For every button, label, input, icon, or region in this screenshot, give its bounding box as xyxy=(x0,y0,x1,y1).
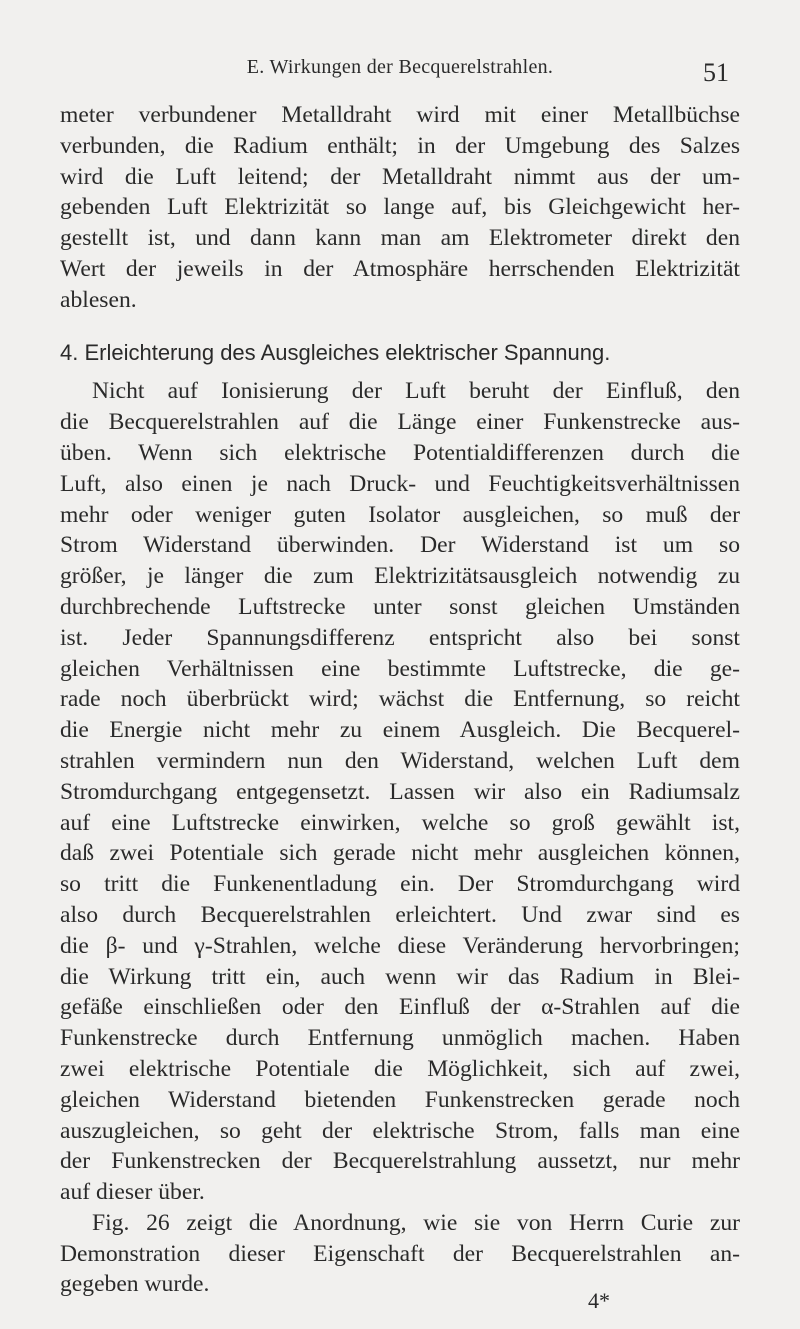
text-line: gebenden Luft Elektrizität so lange auf, bis Gleichgewicht her- xyxy=(60,194,740,221)
text-line: Stromdurchgang entgegensetzt. Lassen wir also ein Radiumsalz xyxy=(60,778,740,805)
text-line: gleichen Verhältnissen eine bestimmte Luftstrecke, die ge- xyxy=(60,655,740,682)
text-line: strahlen vermindern nun den Widerstand, welchen Luft dem xyxy=(60,747,740,774)
text-line: Strom Widerstand überwinden. Der Widerstand ist um so xyxy=(60,532,740,559)
text-line: die Energie nicht mehr zu einem Ausgleich. Die Becquerel- xyxy=(60,717,740,744)
text-line: auf eine Luftstrecke einwirken, welche so groß gewählt ist, xyxy=(60,809,740,836)
text-line: ablesen. xyxy=(60,286,137,313)
text-line: die Becquerelstrahlen auf die Länge einer Funkenstrecke aus- xyxy=(60,409,740,436)
text-line: also durch Becquerelstrahlen erleichtert. Und zwar sind es xyxy=(60,901,740,928)
text-line: Luft, also einen je nach Druck- und Feuchtigkeitsverhältnissen xyxy=(60,470,740,497)
text-line: gegeben wurde. xyxy=(60,1271,210,1298)
text-line: der Funkenstrecken der Becquerelstrahlung aussetzt, nur mehr xyxy=(60,1148,740,1175)
text-line: mehr oder weniger guten Isolator ausgleichen, so muß der xyxy=(60,501,740,528)
page-number: 51 xyxy=(703,58,729,87)
paragraph-continuation xyxy=(60,100,740,316)
text-line: üben. Wenn sich elektrische Potentialdifferenzen durch die xyxy=(60,439,740,466)
text-line: so tritt die Funkenentladung ein. Der Stromdurchgang wird xyxy=(60,871,740,898)
text-line: wird die Luft leitend; der Metalldraht nimmt aus der um- xyxy=(60,163,740,190)
text-line: gestellt ist, und dann kann man am Elektrometer direkt den xyxy=(60,225,740,252)
page-body xyxy=(60,100,740,1300)
text-line: Demonstration dieser Eigenschaft der Becquerelstrahlen an- xyxy=(60,1240,740,1267)
text-line: die Wirkung tritt ein, auch wenn wir das Radium in Blei- xyxy=(60,963,740,990)
text-line: daß zwei Potentiale sich gerade nicht mehr ausgleichen können, xyxy=(60,840,740,867)
text-line: durchbrechende Luftstrecke unter sonst gleichen Umständen xyxy=(60,593,740,620)
text-line: gefäße einschließen oder den Einfluß der α-Strahlen auf die xyxy=(60,994,740,1021)
text-line: Wert der jeweils in der Atmosphäre herrschenden Elektrizität xyxy=(60,255,740,282)
text-line: größer, je länger die zum Elektrizitätsausgleich notwendig zu xyxy=(60,563,740,590)
text-line: auf dieser über. xyxy=(60,1179,205,1206)
text-line: verbunden, die Radium enthält; in der Umgebung des Salzes xyxy=(60,132,740,159)
text-line: Nicht auf Ionisierung der Luft beruht der Einfluß, den xyxy=(92,378,740,405)
text-line: zwei elektrische Potentiale die Möglichkeit, sich auf zwei, xyxy=(60,1055,740,1082)
paragraph-main xyxy=(60,376,740,1208)
text-line: gleichen Widerstand bietenden Funkenstrecken gerade noch xyxy=(60,1086,740,1113)
text-line: Fig. 26 zeigt die Anordnung, wie sie von Herrn Curie zur xyxy=(92,1209,740,1236)
text-line: auszugleichen, so geht der elektrische Strom, falls man eine xyxy=(60,1117,740,1144)
text-line: meter verbundener Metalldraht wird mit einer Metallbüchse xyxy=(60,102,740,128)
text-line: Funkenstrecke durch Entfernung unmöglich machen. Haben xyxy=(60,1025,740,1052)
text-line: die β- und γ-Strahlen, welche diese Veränderung hervorbringen; xyxy=(60,932,740,959)
text-line: rade noch überbrückt wird; wächst die Entfernung, so reicht xyxy=(60,686,740,713)
signature-mark: 4* xyxy=(588,1288,610,1313)
section-heading: 4. Erleichterung des Ausgleiches elektrischer Spannung. xyxy=(60,339,611,365)
running-header: E. Wirkungen der Becquerelstrahlen. xyxy=(246,56,554,78)
text-line: ist. Jeder Spannungsdifferenz entspricht also bei sonst xyxy=(60,624,740,651)
paragraph-figure-reference xyxy=(60,1208,740,1300)
